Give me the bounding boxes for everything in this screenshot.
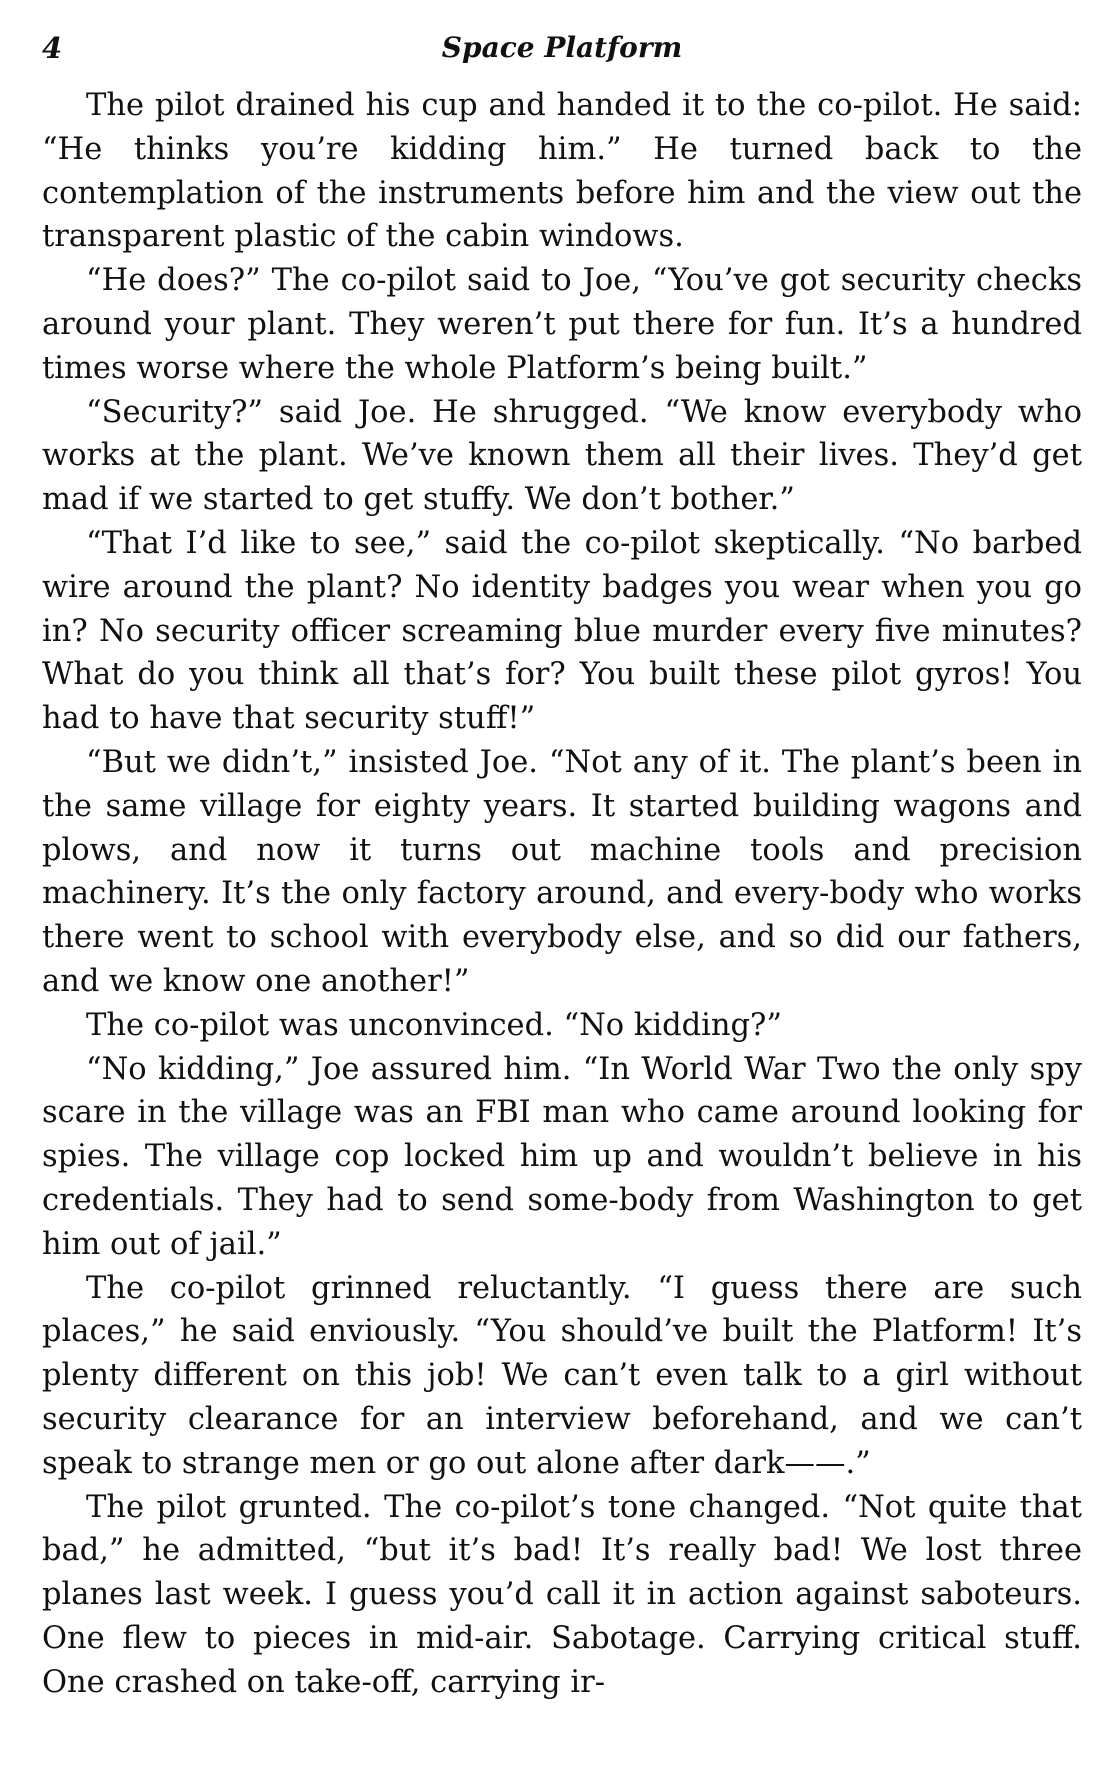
paragraph: The pilot drained his cup and handed it to the co-pilot. He said: “He thinks you’re kidding him.” He turned back to the contemplation of the instruments before him and the view out the transparent plastic of the cabin windows. (42, 88, 1082, 255)
paragraph: “That I’d like to see,” said the co-pilot skeptically. “No barbed wire around the plant? No identity badges you wear when you go in? No security officer screaming blue murder every five minutes? What do you think all that’s for? You built these pilot gyros! You had to have that security stuff!” (42, 525, 1082, 737)
body-text (42, 84, 1082, 1704)
page-header (42, 28, 1082, 72)
paragraph: The co-pilot was unconvinced. “No kidding?” (86, 1007, 783, 1043)
paragraph: “No kidding,” Joe assured him. “In World War Two the only spy scare in the village was an FBI man who came around looking for spies. The village cop locked him up and wouldn’t believe in his credentials. They had to send some-body from Washington to get him out of jail.” (42, 1051, 1082, 1262)
paragraph: “But we didn’t,” insisted Joe. “Not any of it. The plant’s been in the same village for eighty years. It started building wagons and plows, and now it turns out machine tools and precision machinery. It’s the only factory around, and every-body who works there went to school with everybody else, and so did our fathers, and we know one another!” (42, 744, 1082, 999)
paragraph: “He does?” The co-pilot said to Joe, “You’ve got security checks around your plant. They weren’t put there for fun. It’s a hundred times worse where the whole Platform’s being built.” (42, 263, 1082, 386)
running-title: Space Platform (441, 31, 683, 64)
paragraph: The co-pilot grinned reluctantly. “I guess there are such places,” he said enviously. “You should’ve built the Platform! It’s plenty different on this job! We can’t even talk to a girl without security clearance for an interview beforehand, and we can’t speak to strange men or go out alone after dark——.” (42, 1270, 1082, 1481)
paragraph: The pilot grunted. The co-pilot’s tone changed. “Not quite that bad,” he admitted, “but it’s bad! It’s really bad! We lost three planes last week. I guess you’d call it in action against saboteurs. One flew to pieces in mid-air. Sabotage. Carrying critical stuff. One crashed on take-off, carrying ir- (42, 1489, 1082, 1700)
paragraph: “Security?” said Joe. He shrugged. “We know everybody who works at the plant. We’ve known them all their lives. They’d get mad if we started to get stuffy. We don’t bother.” (42, 394, 1082, 518)
page-number: 4 (42, 31, 63, 65)
